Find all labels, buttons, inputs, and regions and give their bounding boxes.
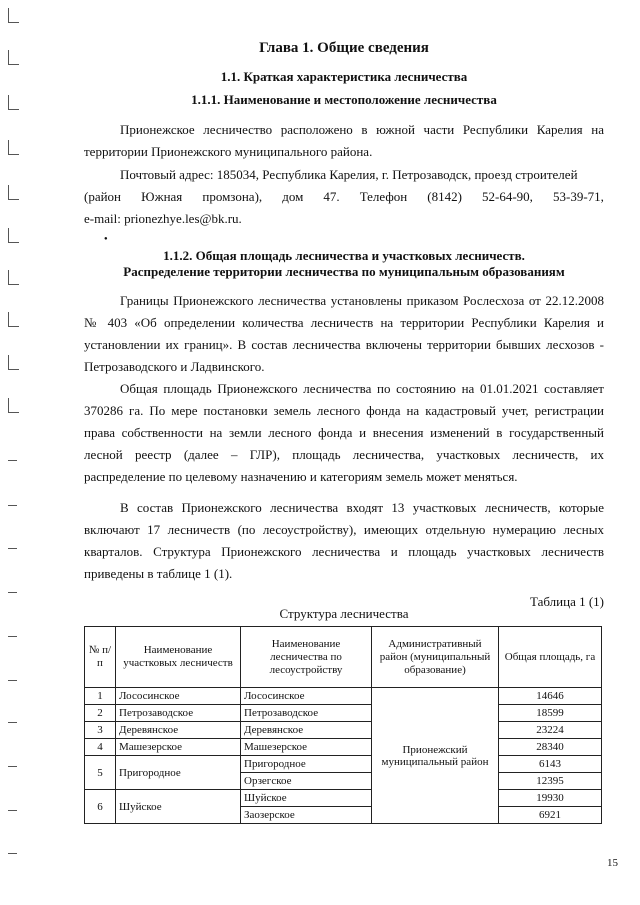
page-number: 15 (607, 857, 618, 869)
boundaries-paragraph: Границы Прионежского лесничества установлены приказом Рослесхоза от 22.12.2008 № 403 «Об определении количества лесничеств на территории Республики Карелия и установлении их границ». В состав лесничества включены территории бывших лесхозов - Петрозаводского и Ладвинского. (84, 293, 604, 374)
structure-paragraph: В состав Прионежского лесничества входят 13 участковых лесничеств, которые включают 17 лесничеств (по лесоустройству), имеющих отдельную нумерацию лесных кварталов. Структура Прионежского лесничества и площадь участковых лесничеств приведены в таблице 1 (1). (84, 500, 604, 581)
margin-mark (8, 312, 19, 327)
chapter-title: Глава 1. Общие сведения (259, 40, 429, 56)
table-title: Структура лесничества (279, 606, 409, 621)
margin-mark (8, 810, 17, 811)
margin-mark (8, 636, 17, 637)
table-row: Заозерское 6921 (85, 807, 602, 824)
subsection-2-title: 1.1.2. Общая площадь лесничества и участковых лесничеств. Распределение территории лесничества по муниципальным образованиям (123, 248, 565, 279)
margin-mark (8, 548, 17, 549)
binding-margin-marks (0, 0, 30, 905)
section-title: 1.1. Краткая характеристика лесничества (220, 69, 468, 84)
margin-mark (8, 185, 19, 200)
margin-mark (8, 140, 19, 155)
margin-mark (8, 228, 19, 243)
table-row: 2 Петрозаводское Петрозаводское 18599 (85, 705, 602, 722)
margin-mark (8, 722, 17, 723)
table-row: 3 Деревянское Деревянское 23224 (85, 722, 602, 739)
margin-mark (8, 355, 19, 370)
margin-mark (8, 95, 19, 110)
table-number: Таблица 1 (1) (529, 594, 604, 609)
subsection-title: 1.1.1. Наименование и местоположение лесничества (191, 92, 497, 107)
address-line-2: (район Южная промзона), дом 47. Телефон (8142) 52-64-90, 53-39-71, (84, 189, 604, 204)
table-row: 6 Шуйское Шуйское 19930 (85, 790, 602, 807)
table-row: 4 Машезерское Машезерское 28340 (85, 739, 602, 756)
header-num: № п/п (85, 627, 116, 688)
table-row: Орзегское 12395 (85, 773, 602, 790)
margin-mark (8, 766, 17, 767)
margin-mark (8, 505, 17, 506)
header-area: Общая площадь, га (499, 627, 602, 688)
margin-mark (8, 592, 17, 593)
stray-dot: ● (104, 236, 108, 242)
area-paragraph: Общая площадь Прионежского лесничества по состоянию на 01.01.2021 составляет 370286 га. По мере постановки земель лесного фонда на кадастровый учет, регистрации права собственности на земли лесного фонда и внесения изменений в государственный лесной реестр (далее – ГЛР), площадь лесничества, участковых лесничеств, их распределение по целевому назначению и категориям земель может меняться. (84, 381, 604, 484)
location-paragraph: Прионежское лесничество расположено в южной части Республики Карелия на территории Прионежского муниципального района. (84, 122, 604, 159)
margin-mark (8, 853, 17, 854)
address-paragraph (84, 164, 604, 230)
header-les: Наименование лесничества по лесоустройству (241, 627, 372, 688)
structure-table (84, 626, 602, 824)
margin-mark (8, 680, 17, 681)
table-row: 5 Пригородное Пригородное 6143 (85, 756, 602, 773)
email-line: e-mail: prionezhye.les@bk.ru. (84, 211, 242, 226)
margin-mark (8, 8, 19, 23)
address-line-1: Почтовый адрес: 185034, Республика Карелия, г. Петрозаводск, проезд строителей (120, 167, 578, 182)
margin-mark (8, 50, 19, 65)
header-district: Административный район (муниципальный образование) (372, 627, 499, 688)
district-cell: Прионежский муниципальный район (372, 688, 499, 824)
header-uch: Наименование участковых лесничеств (116, 627, 241, 688)
margin-mark (8, 398, 19, 413)
table-row: 1 Лососинское Лососинское Прионежский муниципальный район 14646 (85, 688, 602, 705)
margin-mark (8, 460, 17, 461)
table-header-row (85, 627, 602, 688)
margin-mark (8, 270, 19, 285)
